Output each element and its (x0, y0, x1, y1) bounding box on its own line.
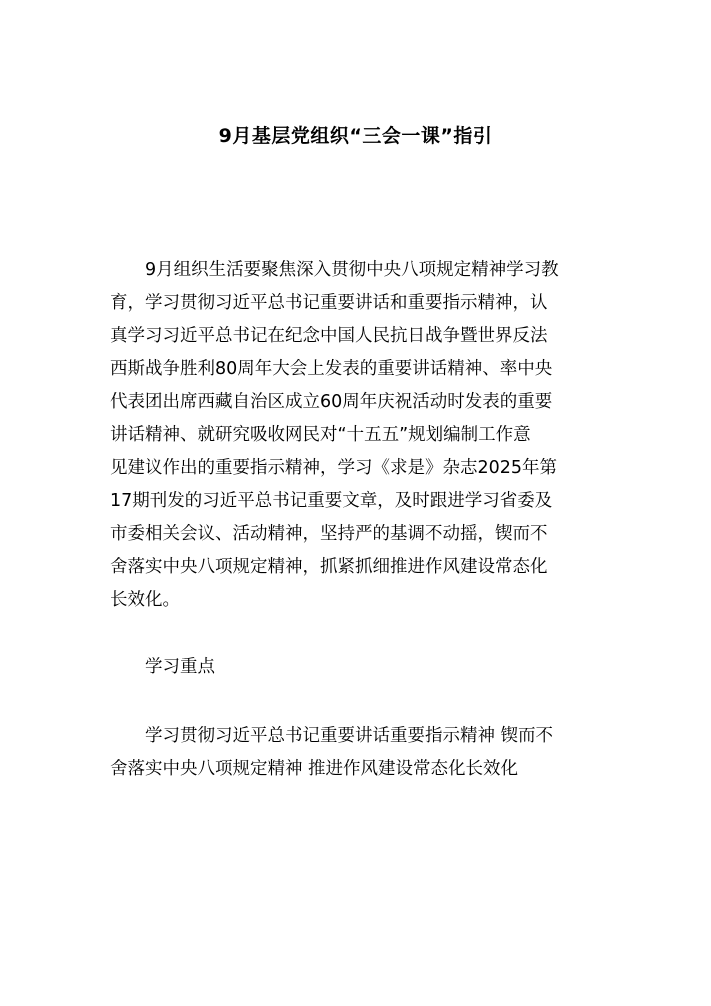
intro-line-7: 见建议作出的重要指示精神，学习《求是》杂志2025年第 (110, 458, 558, 478)
section-heading: 学习重点 (145, 657, 215, 677)
intro-line-5: 代表团出席西藏自治区成立60周年庆祝活动时发表的重要 (110, 392, 553, 412)
intro-line-4: 西斯战争胜利80周年大会上发表的重要讲话精神、率中央 (110, 359, 553, 379)
intro-line-1: 9月组织生活要聚焦深入贯彻中央八项规定精神学习教 (145, 260, 559, 280)
intro-line-6: 讲话精神、就研究吸收网民对“十五五”规划编制工作意 (110, 425, 531, 445)
intro-line-9: 市委相关会议、活动精神，坚持严的基调不动摇，锲而不 (110, 524, 548, 544)
intro-line-2: 育，学习贯彻习近平总书记重要讲话和重要指示精神，认 (110, 293, 548, 313)
document-title: 9月基层党组织“三会一课”指引 (218, 125, 493, 147)
intro-line-10: 舍落实中央八项规定精神，抓紧抓细推进作风建设常态化 (110, 557, 548, 577)
intro-line-3: 真学习习近平总书记在纪念中国人民抗日战争暨世界反法 (110, 326, 548, 346)
focus-line-2: 舍落实中央八项规定精神 推进作风建设常态化长效化 (110, 759, 519, 779)
intro-line-11: 长效化。 (110, 590, 180, 610)
focus-line-1: 学习贯彻习近平总书记重要讲话重要指示精神 锲而不 (145, 726, 554, 746)
intro-line-8: 17期刊发的习近平总书记重要文章，及时跟进学习省委及 (110, 491, 553, 511)
